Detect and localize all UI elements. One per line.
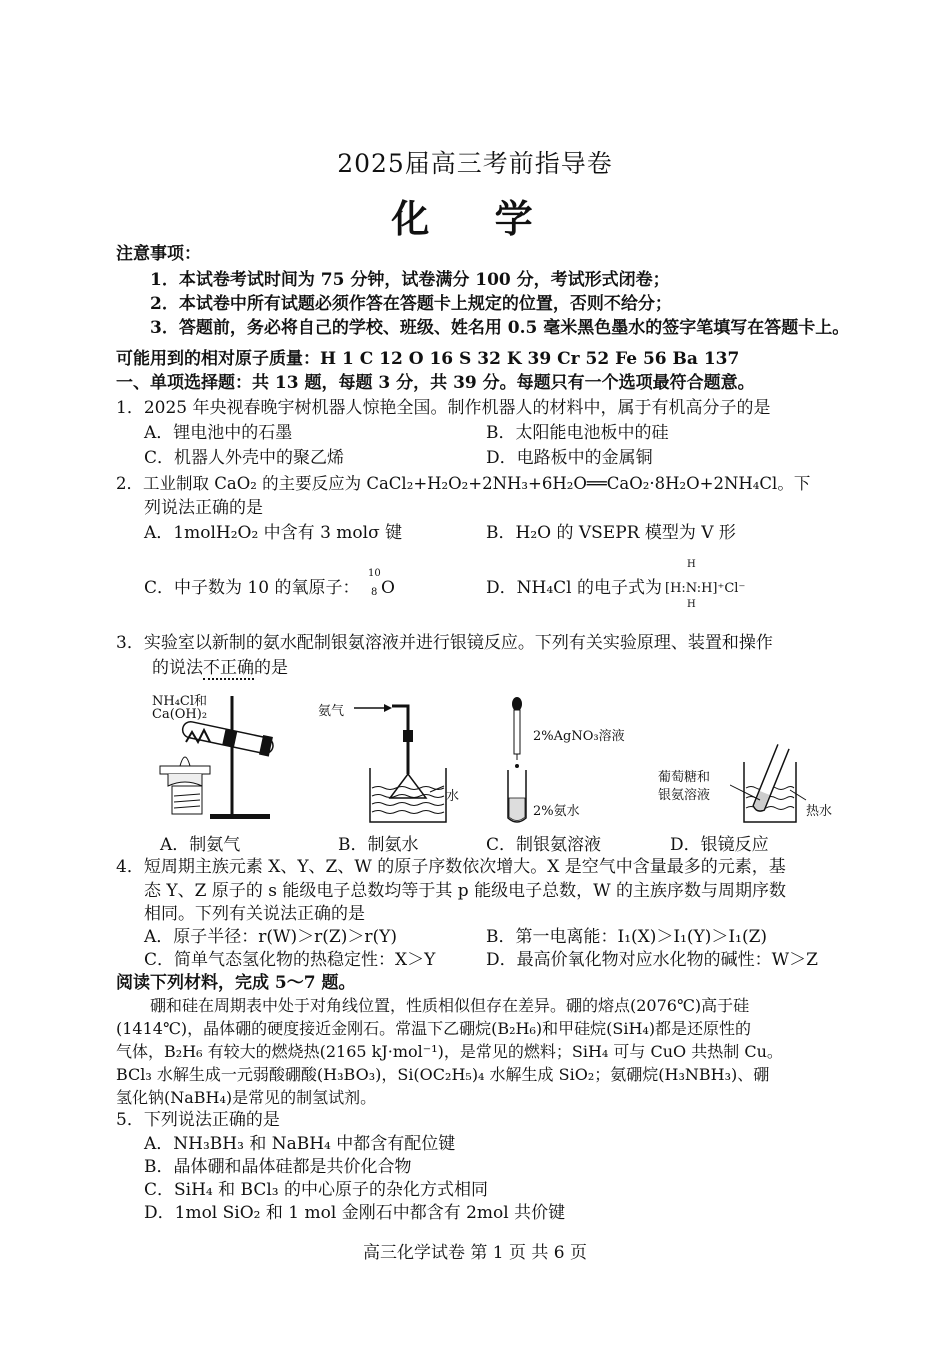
option-c: C．中子数为 10 的氧原子：	[144, 578, 360, 598]
note-item: 1．本试卷考试时间为 75 分钟，试卷满分 100 分，考试形式闭卷；	[150, 270, 670, 290]
glucose-label: 葡萄糖和	[658, 770, 711, 785]
ammonia-solution-label: 2%氨水	[533, 804, 580, 819]
reading-paragraph: BCl₃ 水解生成一元弱酸硼酸(H₃BO₃)，Si(OC₂H₅)₄ 水解生成 SiO₂；氨硼烷(H₃NBH₃)、硼	[116, 1065, 770, 1084]
question-stem: 1．2025 年央视春晚宇树机器人惊艳全国。制作机器人的材料中，属于有机高分子的是	[116, 398, 771, 418]
electron-dot-h-top: H	[687, 559, 696, 570]
option-c: C．简单气态氢化物的热稳定性：X＞Y	[144, 950, 436, 970]
option-d: D．1mol SiO₂ 和 1 mol 金刚石中都含有 2mol 共价键	[144, 1203, 566, 1223]
option-d: D．电路板中的金属铜	[486, 448, 653, 468]
option-c: C．制银氨溶液	[486, 835, 602, 855]
note-item: 2．本试卷中所有试题必须作答在答题卡上规定的位置，否则不给分；	[150, 294, 672, 314]
option-d: D．NH₄Cl 的电子式为	[486, 578, 662, 598]
option-d: D．银镜反应	[670, 835, 769, 855]
subject-title: 化 学	[391, 196, 559, 241]
option-a: A．锂电池中的石墨	[144, 423, 293, 443]
water-label: 水	[446, 789, 460, 804]
reading-paragraph: 气体，B₂H₆ 有较大的燃烧热(2165 kJ·mol⁻¹)，是常见的燃料；SiH₄ 可与 CuO 共热制 Cu。	[116, 1042, 783, 1061]
electron-formula: [H:N:H]⁺Cl⁻	[665, 581, 746, 596]
option-a: A．NH₃BH₃ 和 NaBH₄ 中都含有配位键	[144, 1134, 456, 1154]
question-stem-cont: 列说法正确的是	[144, 498, 263, 518]
question-stem-cont: 态 Y、Z 原子的 s 能级电子总数均等于其 p 能级电子总数，W 的主族序数与周期序数	[144, 881, 786, 901]
question-stem: 2．工业制取 CaO₂ 的主要反应为 CaCl₂+H₂O₂+2NH₃+6H₂O══CaO₂·8H₂O+2NH₄Cl。下	[116, 474, 811, 493]
isotope-mass-number: 10	[368, 568, 381, 579]
option-b: B．第一电离能：I₁(X)＞I₁(Y)＞I₁(Z)	[486, 927, 768, 947]
question-stem-cont: 相同。下列有关说法正确的是	[144, 904, 365, 924]
reading-paragraph: 硼和硅在周期表中处于对角线位置，性质相似但存在差异。硼的熔点(2076℃)高于硅	[150, 996, 750, 1015]
gas-label: 氨气	[318, 704, 345, 719]
reading-paragraph: (1414℃)，晶体硼的硬度接近金刚石。常温下乙硼烷(B₂H₆)和甲硅烷(SiH₄)都是还原性的	[116, 1019, 752, 1038]
page-footer: 高三化学试卷 第 1 页 共 6 页	[362, 1243, 588, 1263]
option-c: C．机器人外壳中的聚乙烯	[144, 448, 345, 468]
emphasis-text: 不正确	[203, 658, 254, 678]
option-c: C．SiH₄ 和 BCl₃ 的中心原子的杂化方式相同	[144, 1180, 489, 1200]
apparatus-silver-mirror	[730, 740, 810, 826]
note-item: 3．答题前，务必将自己的学校、班级、姓名用 0.5 毫米黑色墨水的签字笔填写在答题卡上。	[150, 318, 850, 338]
reagent-label: Ca(OH)₂	[152, 707, 208, 722]
reading-paragraph: 氢化钠(NaBH₄)是常见的制氢试剂。	[116, 1088, 377, 1107]
apparatus-ammonia-water	[350, 696, 460, 826]
option-b: B．晶体硼和晶体硅都是共价化合物	[144, 1157, 412, 1177]
option-b: B．太阳能电池板中的硅	[486, 423, 669, 443]
stem-part: 的是	[254, 658, 288, 678]
option-d: D．最高价氧化物对应水化物的碱性：W＞Z	[486, 950, 818, 970]
exam-title: 2025届高三考前指导卷	[337, 149, 613, 178]
option-b: B．H₂O 的 VSEPR 模型为 V 形	[486, 523, 736, 543]
option-a: A．原子半径：r(W)＞r(Z)＞r(Y)	[144, 927, 397, 947]
question-stem-cont	[152, 657, 288, 679]
question-stem: 4．短周期主族元素 X、Y、Z、W 的原子序数依次增大。X 是空气中含量最多的元素，基	[116, 857, 786, 877]
option-b: B．制氨水	[338, 835, 419, 855]
glucose-label: 银氨溶液	[658, 788, 711, 803]
notes-heading: 注意事项：	[116, 244, 201, 264]
isotope-atomic-number: 8	[371, 587, 378, 598]
hot-water-label: 热水	[806, 804, 833, 819]
section-heading: 一、单项选择题：共 13 题，每题 3 分，共 39 分。每题只有一个选项最符合题意。	[116, 373, 755, 393]
agno3-label: 2%AgNO₃溶液	[533, 729, 625, 744]
reagent-label: NH₄Cl和	[152, 694, 208, 709]
question-stem: 3．实验室以新制的氨水配制银氨溶液并进行银镜反应。下列有关实验原理、装置和操作	[116, 633, 773, 653]
option-a: A．制氨气	[160, 835, 241, 855]
isotope-symbol: O	[381, 578, 395, 598]
apparatus-ammonia-prep	[150, 690, 280, 825]
question-stem: 5．下列说法正确的是	[116, 1110, 280, 1130]
atomic-masses: 可能用到的相对原子质量：H 1 C 12 O 16 S 32 K 39 Cr 52 Fe 56 Ba 137	[116, 349, 740, 369]
stem-part: 的说法	[152, 658, 203, 678]
electron-dot-h-bottom: H	[687, 599, 696, 610]
option-a: A．1molH₂O₂ 中含有 3 molσ 键	[144, 523, 403, 543]
reading-heading: 阅读下列材料，完成 5～7 题。	[116, 973, 356, 993]
